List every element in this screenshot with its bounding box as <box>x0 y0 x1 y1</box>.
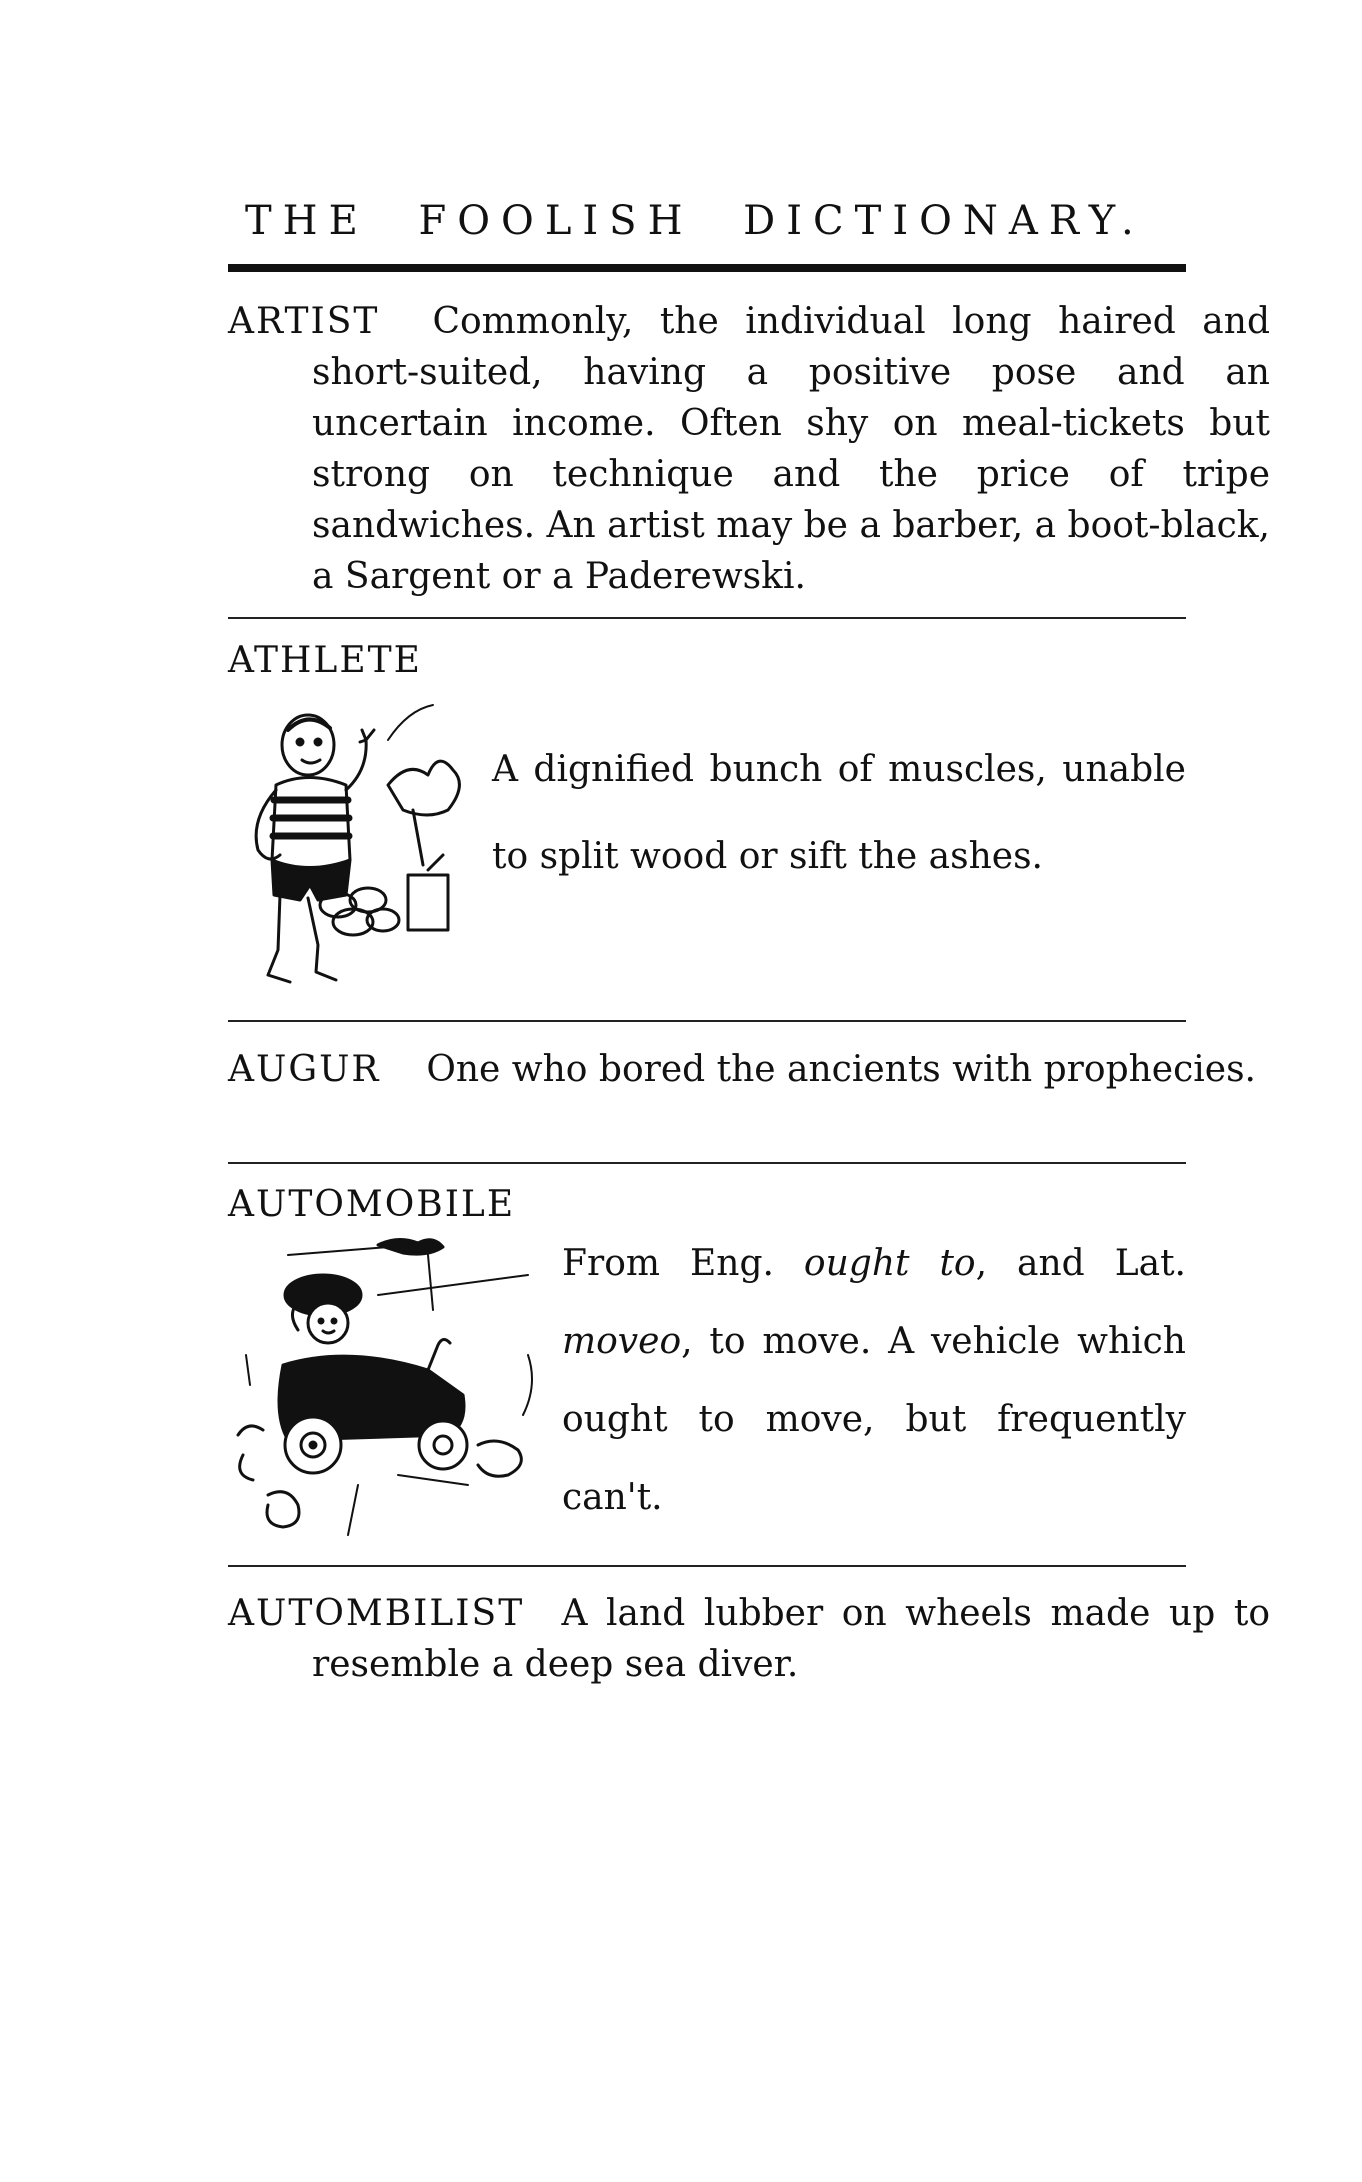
entry-divider <box>228 1162 1186 1164</box>
entry-divider <box>228 617 1186 619</box>
entry-divider <box>228 1565 1186 1567</box>
entry-divider <box>228 1020 1186 1022</box>
entry-term: ATHLETE <box>228 640 422 681</box>
definition-text: , and Lat. <box>975 1243 1186 1284</box>
entry-definition: Commonly, the individual long haired and short-suited, having a positive pose and an uncertain income. Often shy on meal-tickets but strong on technique and the price of tripe sandwiches. An artist may be a barber, a boot-black, a Sargent or a Paderewski. <box>312 301 1271 597</box>
running-head: THE FOOLISH DICTIONARY. <box>245 198 1145 244</box>
header-rule <box>228 264 1186 272</box>
definition-text: , to move. A vehicle which ought to move, but frequently can't. <box>562 1321 1186 1518</box>
entry-definition: A dignified bunch of muscles, unable to split wood or sift the ashes. <box>492 749 1186 877</box>
entry-term: AUGUR <box>228 1049 381 1090</box>
definition-italic-text: ought to <box>803 1243 976 1284</box>
entry-definition: A land lubber on wheels made up to resemble a deep sea diver. <box>312 1593 1271 1685</box>
entry-definition: One who bored the ancients with prophecies. <box>426 1049 1256 1090</box>
entry-term: AUTOMOBILE <box>228 1184 516 1225</box>
entry-definition <box>562 1225 1186 1537</box>
entry-term: ARTIST <box>228 301 380 342</box>
entry-automobilist <box>228 1588 1270 1690</box>
entry-term: AUTOMBILIST <box>228 1593 525 1634</box>
entry-artist <box>228 296 1270 602</box>
athlete-illustration <box>228 690 478 1000</box>
automobile-illustration <box>228 1235 550 1545</box>
entry-augur <box>228 1044 1270 1095</box>
definition-italic-text: moveo <box>562 1321 682 1362</box>
definition-text: From Eng. <box>562 1243 774 1284</box>
